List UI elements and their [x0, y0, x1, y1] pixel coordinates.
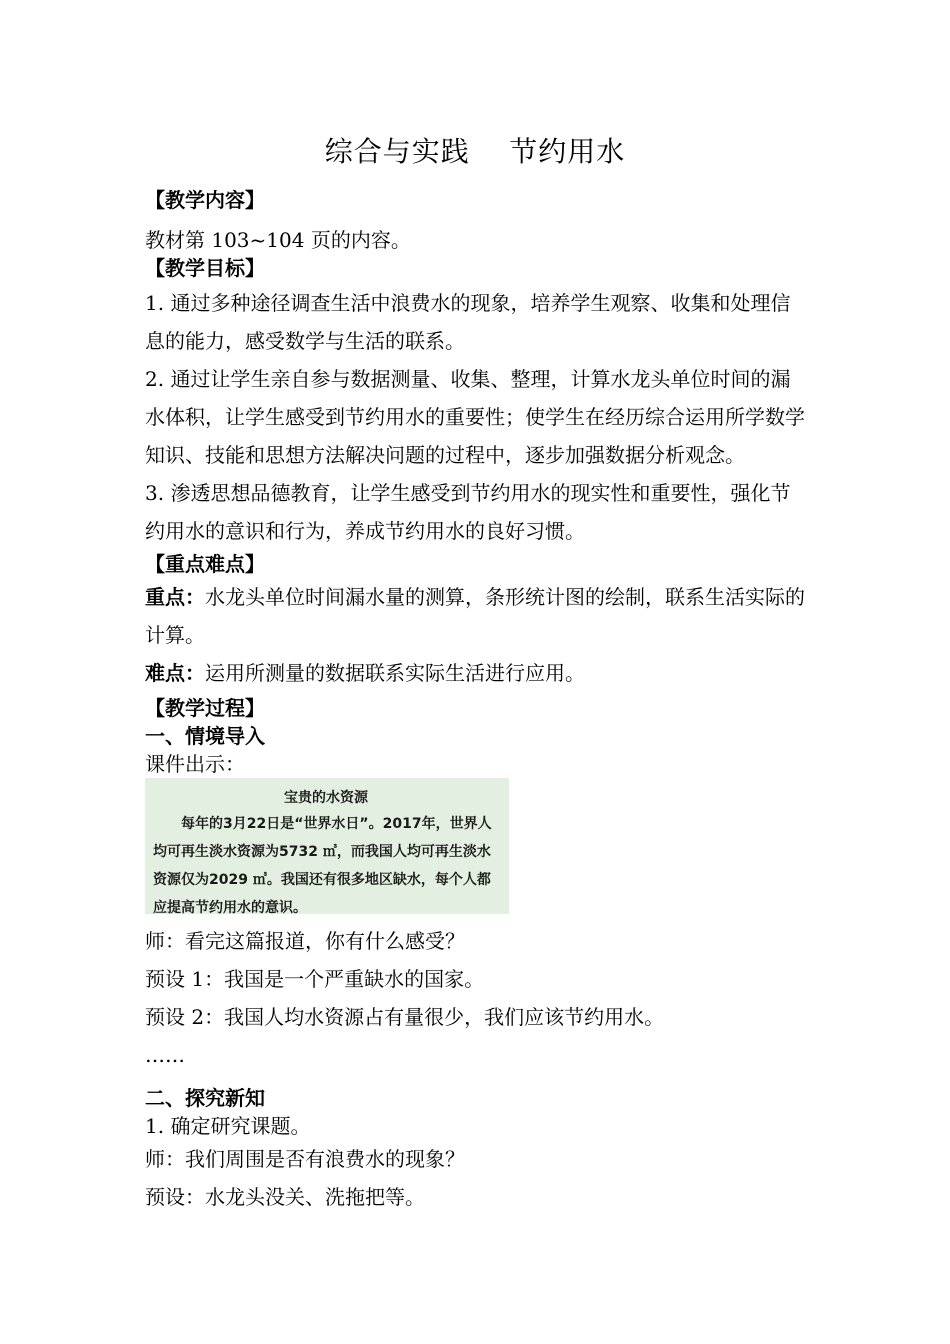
- teacher-question-1: 师：看完这篇报道，你有什么感受？: [145, 929, 465, 953]
- heading-teaching-content: 【教学内容】: [145, 188, 265, 212]
- courseware-image: [145, 778, 509, 914]
- key-point: [145, 578, 810, 654]
- courseware-image-body: 每年的3月22日是“世界水日”。2017年，世界人均可再生淡水资源为5732 ㎥，而我国人均可再生淡水资源仅为2029 ㎥。我国还有很多地区缺水，每个人都应提高节约用水的意识。: [153, 816, 492, 916]
- preset-answer-2: 预设 2：我国人均水资源占有量很少，我们应该节约用水。: [145, 1005, 665, 1029]
- difficult-point-label: 难点：: [145, 661, 205, 685]
- heading-key-points: 【重点难点】: [145, 552, 265, 576]
- preset-answer-3: 预设：水龙头没关、洗拖把等。: [145, 1185, 425, 1209]
- document-body: [145, 186, 810, 1216]
- key-point-label: 重点：: [145, 585, 205, 609]
- courseware-image-title: 宝贵的水资源: [284, 790, 368, 806]
- heading-explore: 二、探究新知: [145, 1086, 265, 1110]
- preset-answer-1: 预设 1：我国是一个严重缺水的国家。: [145, 967, 485, 991]
- ellipsis: ……: [145, 1043, 185, 1067]
- teaching-content-text: 教材第 103~104 页的内容。: [145, 228, 411, 252]
- courseware-label: 课件出示：: [145, 752, 245, 776]
- goal-3: 3. 渗透思想品德教育，让学生感受到节约用水的现实性和重要性，强化节约用水的意识和行为，养成节约用水的良好习惯。: [145, 481, 791, 543]
- goal-2: 2. 通过让学生亲自参与数据测量、收集、整理，计算水龙头单位时间的漏水体积，让学生感受到节约用水的重要性；使学生在经历综合运用所学数学知识、技能和思想方法解决问题的过程中，逐步加强数据分析观念。: [145, 367, 805, 467]
- heading-teaching-goals: 【教学目标】: [145, 256, 265, 280]
- page-title: 综合与实践 节约用水: [324, 135, 626, 168]
- key-point-text: 水龙头单位时间漏水量的测算，条形统计图的绘制，联系生活实际的计算。: [145, 585, 805, 647]
- step-1: 1. 确定研究课题。: [145, 1114, 311, 1138]
- teacher-question-2: 师：我们周围是否有浪费水的现象？: [145, 1147, 465, 1171]
- heading-teaching-process: 【教学过程】: [145, 696, 265, 720]
- goal-1: 1. 通过多种途径调查生活中浪费水的现象，培养学生观察、收集和处理信息的能力，感受数学与生活的联系。: [145, 291, 791, 353]
- difficult-point: [145, 654, 810, 692]
- difficult-point-text: 运用所测量的数据联系实际生活进行应用。: [205, 661, 585, 685]
- heading-scene-intro: 一、情境导入: [145, 724, 265, 748]
